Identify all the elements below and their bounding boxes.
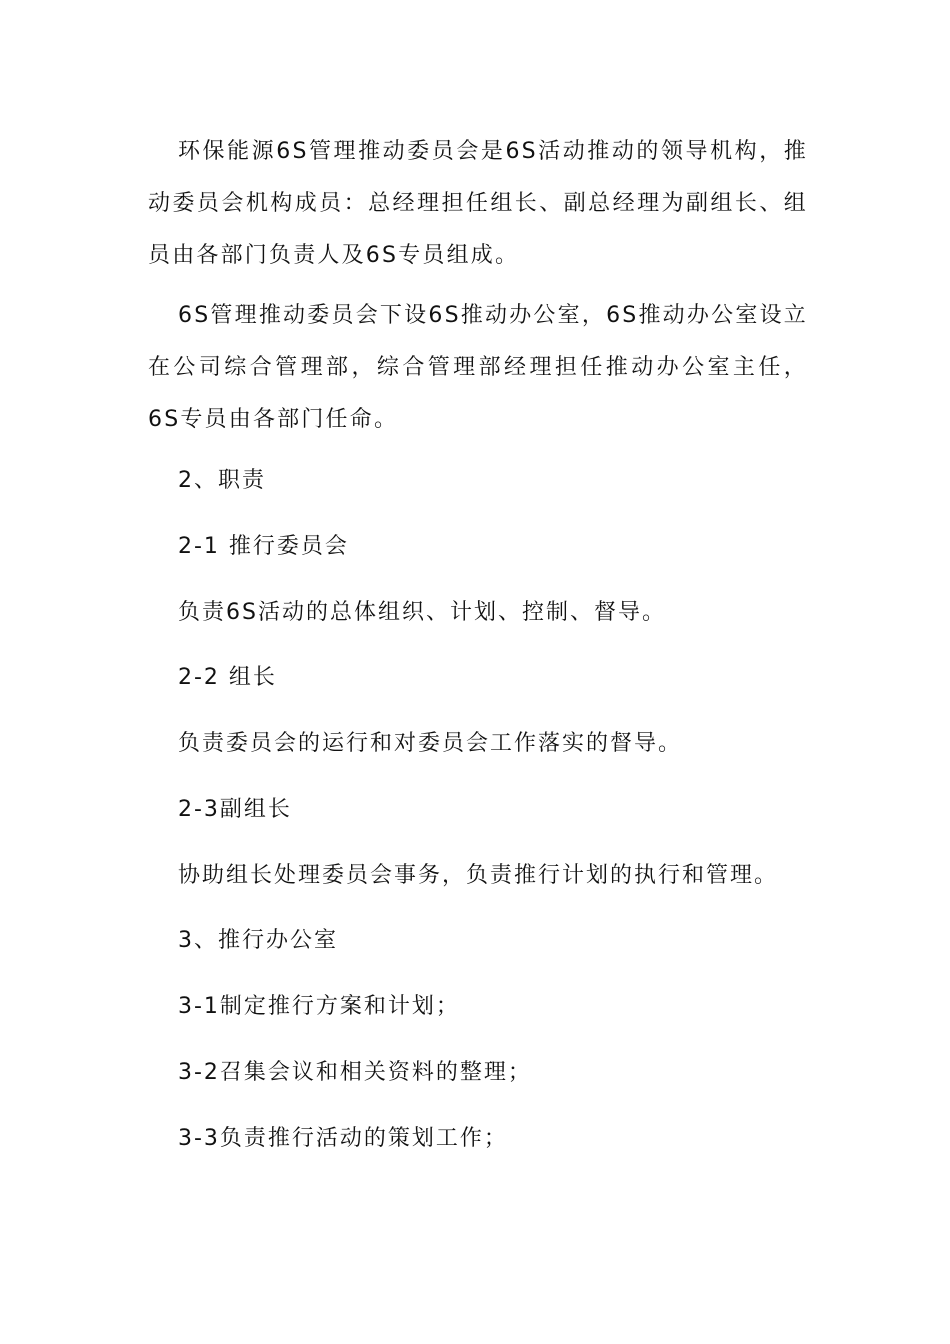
text-committee-duty: 负责6S活动的总体组织、计划、控制、督导。 [178,600,666,625]
subheading-leader: 2-2 组长 [178,665,277,690]
subheading-deputy-leader: 2-3副组长 [178,797,292,822]
subheading-committee: 2-1 推行委员会 [178,534,349,559]
paragraph-committee-intro: 环保能源6S管理推动委员会是6S活动推动的领导机构，推动委员会机构成员：总经理担任组长、副总经理为副组长、组员由各部门负责人及6S专员组成。 [148,139,808,268]
text-office-item-3: 3-3负责推行活动的策划工作； [178,1126,508,1151]
text-deputy-duty: 协助组长处理委员会事务，负责推行计划的执行和管理。 [178,863,779,888]
section-heading-duties: 2、职责 [178,468,266,493]
text-office-item-1: 3-1制定推行方案和计划； [178,994,460,1019]
text-office-item-2: 3-2召集会议和相关资料的整理； [178,1060,532,1085]
text-leader-duty: 负责委员会的运行和对委员会工作落实的督导。 [178,731,683,756]
paragraph-office-intro: 6S管理推动委员会下设6S推动办公室，6S推动办公室设立在公司综合管理部，综合管理部经理担任推动办公室主任，6S专员由各部门任命。 [148,303,808,432]
section-heading-office: 3、推行办公室 [178,928,338,953]
